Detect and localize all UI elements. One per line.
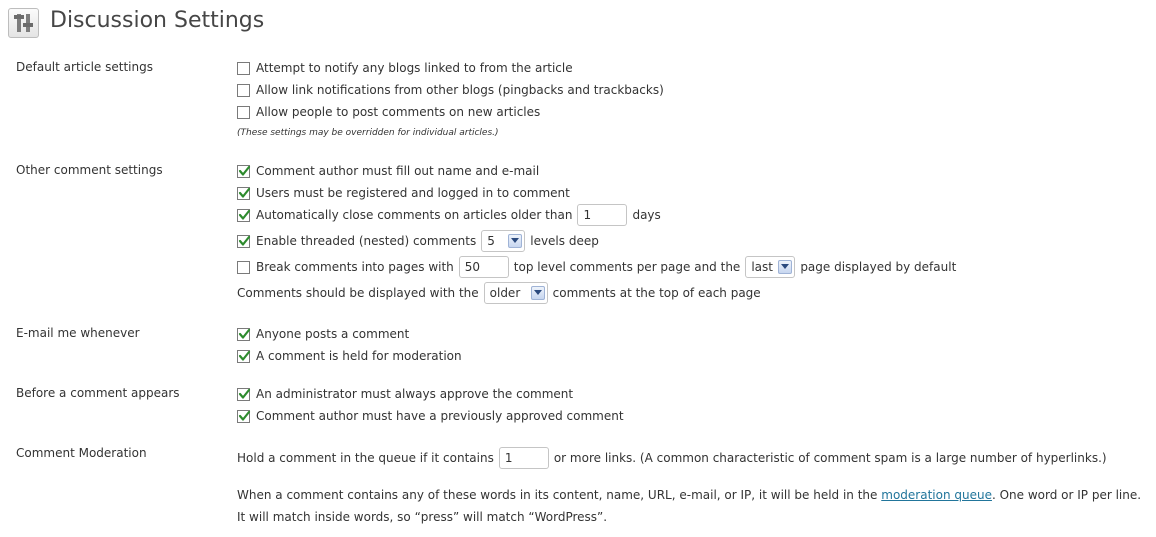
checkmark-icon bbox=[237, 409, 251, 423]
settings-note-row bbox=[237, 123, 499, 143]
checkbox-label: Attempt to notify any blogs linked to from the article bbox=[256, 61, 573, 75]
setting-notify-blogs[interactable] bbox=[237, 58, 573, 78]
section-label-other-comment: Other comment settings bbox=[16, 163, 163, 177]
checkbox-link-notifications[interactable] bbox=[237, 84, 250, 97]
setting-allow-comments[interactable] bbox=[237, 102, 540, 122]
comments-per-page-input[interactable]: 50 bbox=[459, 256, 509, 278]
moderation-queue-link[interactable]: moderation queue bbox=[881, 488, 992, 502]
close-days-input[interactable]: 1 bbox=[577, 204, 627, 226]
checkbox-label: Enable threaded (nested) comments bbox=[256, 234, 477, 248]
setting-previously-approved[interactable] bbox=[237, 406, 624, 426]
comment-order-select[interactable] bbox=[484, 282, 548, 304]
thread-depth-select[interactable] bbox=[481, 230, 525, 252]
checkmark-icon bbox=[237, 327, 251, 341]
setting-threaded[interactable] bbox=[237, 231, 599, 251]
paging-after-label: page displayed by default bbox=[800, 260, 957, 274]
days-label: days bbox=[632, 208, 661, 222]
checkbox-anyone-posts[interactable] bbox=[237, 328, 250, 341]
default-page-select[interactable] bbox=[745, 256, 795, 278]
paging-middle-label: top level comments per page and the bbox=[513, 260, 741, 274]
checkbox-label: Automatically close comments on articles older than bbox=[256, 208, 573, 222]
checkbox-threaded[interactable] bbox=[237, 235, 250, 248]
settings-icon bbox=[8, 8, 39, 38]
section-label-default-article: Default article settings bbox=[16, 60, 153, 74]
checkmark-icon bbox=[237, 186, 251, 200]
checkbox-name-email[interactable] bbox=[237, 165, 250, 178]
section-label-email-me: E-mail me whenever bbox=[16, 326, 140, 340]
checkbox-notify-blogs[interactable] bbox=[237, 62, 250, 75]
setting-link-notifications[interactable] bbox=[237, 80, 664, 100]
hold-before-label: Hold a comment in the queue if it contains bbox=[237, 451, 494, 465]
setting-order bbox=[237, 283, 761, 303]
select-value: older bbox=[489, 286, 521, 300]
chevron-down-icon[interactable] bbox=[778, 260, 792, 274]
hold-after-label: or more links. (A common characteristic of comment spam is a large number of hyperlinks.) bbox=[553, 451, 1107, 465]
checkmark-icon bbox=[237, 164, 251, 178]
setting-email-anyone-posts[interactable] bbox=[237, 324, 409, 344]
order-before-label: Comments should be displayed with the bbox=[237, 286, 479, 300]
moderation-description bbox=[237, 484, 1152, 528]
checkbox-label: Allow people to post comments on new articles bbox=[256, 105, 541, 119]
checkbox-label: Comment author must fill out name and e-mail bbox=[256, 164, 540, 178]
checkbox-label: Anyone posts a comment bbox=[256, 327, 410, 341]
checkbox-previously-approved[interactable] bbox=[237, 410, 250, 423]
setting-name-email[interactable] bbox=[237, 161, 539, 181]
max-links-input[interactable]: 1 bbox=[499, 447, 549, 469]
setting-registered[interactable] bbox=[237, 183, 570, 203]
section-label-before-appears: Before a comment appears bbox=[16, 386, 180, 400]
checkbox-label: Users must be registered and logged in to comment bbox=[256, 186, 570, 200]
checkbox-label: Comment author must have a previously approved comment bbox=[256, 409, 624, 423]
setting-auto-close[interactable] bbox=[237, 205, 661, 225]
checkmark-icon bbox=[237, 234, 251, 248]
chevron-down-icon[interactable] bbox=[531, 286, 545, 300]
checkbox-label: Break comments into pages with bbox=[256, 260, 454, 274]
chevron-down-icon[interactable] bbox=[508, 234, 522, 248]
select-value: 5 bbox=[487, 234, 495, 248]
select-value: last bbox=[751, 260, 773, 274]
page-title: Discussion Settings bbox=[50, 8, 265, 33]
checkbox-held-moderation[interactable] bbox=[237, 350, 250, 363]
checkmark-icon bbox=[237, 208, 251, 222]
settings-note: (These settings may be overridden for individual articles.) bbox=[237, 128, 499, 138]
checkbox-allow-comments[interactable] bbox=[237, 106, 250, 119]
checkbox-label: Allow link notifications from other blogs (pingbacks and trackbacks) bbox=[256, 83, 664, 97]
checkbox-admin-approve[interactable] bbox=[237, 388, 250, 401]
setting-admin-approve[interactable] bbox=[237, 384, 573, 404]
section-label-comment-moderation: Comment Moderation bbox=[16, 446, 147, 460]
setting-paging[interactable] bbox=[237, 257, 956, 277]
checkbox-registered[interactable] bbox=[237, 187, 250, 200]
order-after-label: comments at the top of each page bbox=[552, 286, 761, 300]
moderation-text-before: When a comment contains any of these words in its content, name, URL, e-mail, or IP, it will be held in the bbox=[237, 488, 878, 502]
checkbox-paging[interactable] bbox=[237, 261, 250, 274]
checkmark-icon bbox=[237, 387, 251, 401]
setting-email-held[interactable] bbox=[237, 346, 462, 366]
checkbox-label: A comment is held for moderation bbox=[256, 349, 462, 363]
levels-deep-label: levels deep bbox=[530, 234, 599, 248]
moderation-text-after: . One word or IP per line. It will match inside words, so “press” will match “WordPress”. bbox=[237, 488, 1142, 524]
checkmark-icon bbox=[237, 349, 251, 363]
setting-hold-links bbox=[237, 448, 1107, 468]
checkbox-label: An administrator must always approve the comment bbox=[256, 387, 574, 401]
checkbox-auto-close[interactable] bbox=[237, 209, 250, 222]
